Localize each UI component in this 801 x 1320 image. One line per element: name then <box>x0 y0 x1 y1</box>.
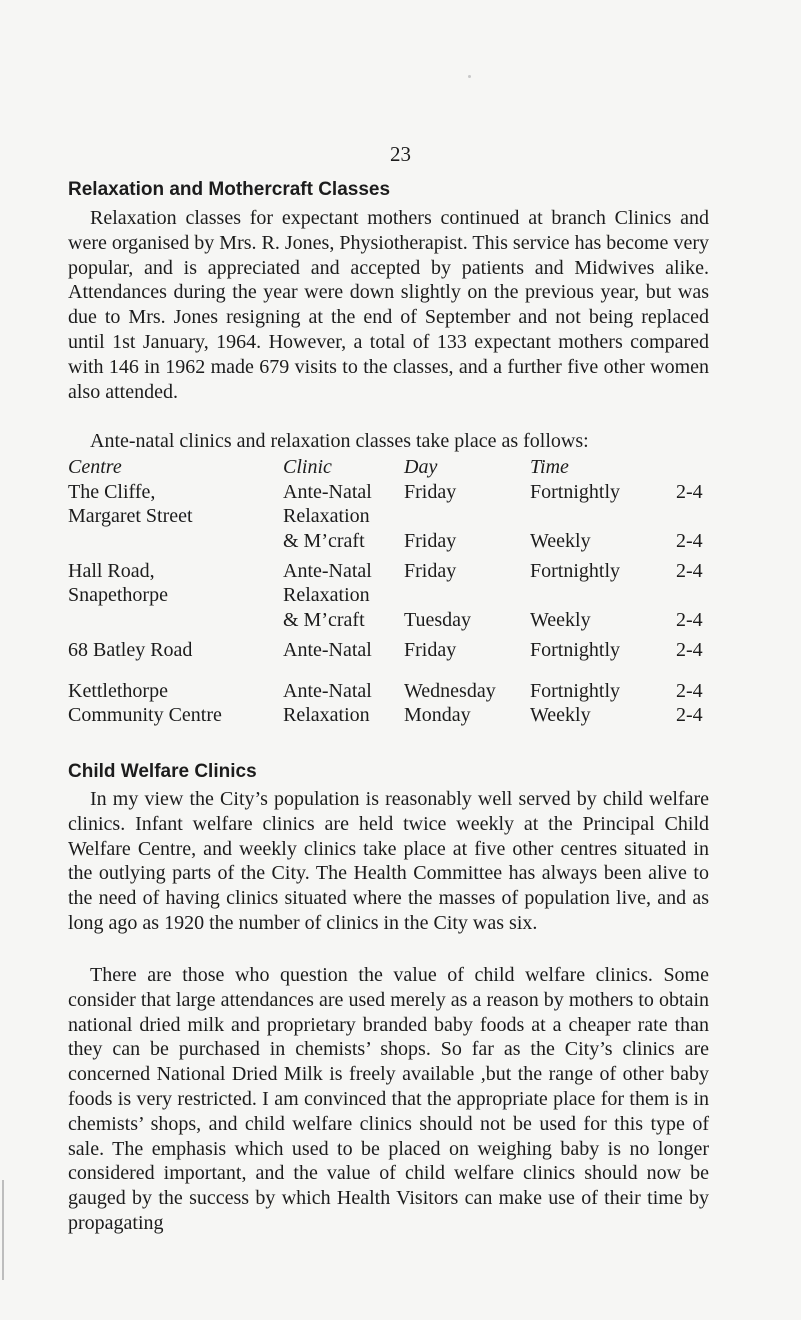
cell-centre: The Cliffe, <box>68 481 156 503</box>
cell-frequency: Weekly <box>530 609 591 631</box>
section-heading-relaxation: Relaxation and Mothercraft Classes <box>68 179 391 200</box>
cell-frequency: Weekly <box>530 704 591 726</box>
cell-clinic: & M’craft <box>283 530 365 552</box>
relaxation-paragraph: Relaxation classes for expectant mothers continued at branch Clinics and were organised by Mrs. R. Jones, Physiotherapist. This service has become very popular, and is appreciated and accepted by patients and Midwives alike. Attendances during the year were down slightly on the previous year, but was due to Mrs. Jones resigning at the end of September and not being replaced until 1st January, 1964. However, a total of 133 expectant mothers compared with 146 in 1962 made 679 visits to the classes, and a further five other women also attended. <box>68 207 709 403</box>
cell-frequency: Fortnightly <box>530 481 621 503</box>
cell-clinic: Relaxation <box>283 704 370 726</box>
cell-centre: Hall Road, <box>68 560 155 582</box>
cell-frequency: Fortnightly <box>530 680 621 702</box>
cell-day: Monday <box>404 704 471 726</box>
cell-clinic: Ante-Natal <box>283 560 372 582</box>
header-time: Time <box>530 456 569 478</box>
cell-day: Tuesday <box>404 609 472 631</box>
cell-centre: Margaret Street <box>68 505 193 527</box>
cell-clinic: Ante-Natal <box>283 481 372 503</box>
cell-clinic: Relaxation <box>283 584 370 606</box>
page-number: 23 <box>390 142 411 166</box>
header-centre: Centre <box>68 456 122 478</box>
cell-day: Wednesday <box>404 680 496 702</box>
child-welfare-paragraph-2: There are those who question the value of child welfare clinics. Some consider that large attendances are used merely as a reason by mothers to obtain national dried milk and proprietary branded baby foods at a cheaper rate than they can be purchased in chemists’ shops. So far as the City’s clinics are concerned National Dried Milk is freely available ,but the range of other baby foods is very restricted. I am convinced that the appropriate place for them is in chemists’ shops, and child welfare clinics should not be used for this type of sale. The emphasis which used to be placed on weighing baby is no longer considered important, and the value of child welfare clinics should now be gauged by the success by which Health Visitors can make use of their time by propagating <box>68 964 709 1234</box>
cell-day: Friday <box>404 639 457 661</box>
cell-centre: 68 Batley Road <box>68 639 193 661</box>
table-intro: Ante-natal clinics and relaxation classes take place as follows: <box>90 430 589 452</box>
cell-hours: 2-4 <box>676 639 703 661</box>
scan-edge-mark <box>2 1180 4 1280</box>
cell-day: Friday <box>404 530 457 552</box>
header-clinic: Clinic <box>283 456 332 478</box>
section-heading-child-welfare: Child Welfare Clinics <box>68 761 257 782</box>
child-welfare-paragraph-1: In my view the City’s population is reasonably well served by child welfare clinics. Infant welfare clinics are held twice weekly at the Principal Child Welfare Centre, and weekly clinics take place at five other centres situated in the outlying parts of the City. The Health Committee has always been alive to the need of having clinics situated where the masses of population live, and as long ago as 1920 the number of clinics in the City was six. <box>68 788 709 934</box>
cell-frequency: Weekly <box>530 530 591 552</box>
cell-hours: 2-4 <box>676 530 703 552</box>
cell-centre: Kettlethorpe <box>68 680 168 702</box>
cell-centre: Community Centre <box>68 704 222 726</box>
cell-clinic: Ante-Natal <box>283 680 372 702</box>
header-day: Day <box>404 456 438 478</box>
speck <box>468 75 471 78</box>
cell-clinic: Ante-Natal <box>283 639 372 661</box>
cell-hours: 2-4 <box>676 609 703 631</box>
cell-hours: 2-4 <box>676 560 703 582</box>
cell-day: Friday <box>404 481 457 503</box>
cell-centre: Snapethorpe <box>68 584 168 606</box>
cell-frequency: Fortnightly <box>530 639 621 661</box>
cell-hours: 2-4 <box>676 704 703 726</box>
cell-day: Friday <box>404 560 457 582</box>
cell-hours: 2-4 <box>676 481 703 503</box>
cell-frequency: Fortnightly <box>530 560 621 582</box>
cell-clinic: Relaxation <box>283 505 370 527</box>
cell-hours: 2-4 <box>676 680 703 702</box>
cell-clinic: & M’craft <box>283 609 365 631</box>
